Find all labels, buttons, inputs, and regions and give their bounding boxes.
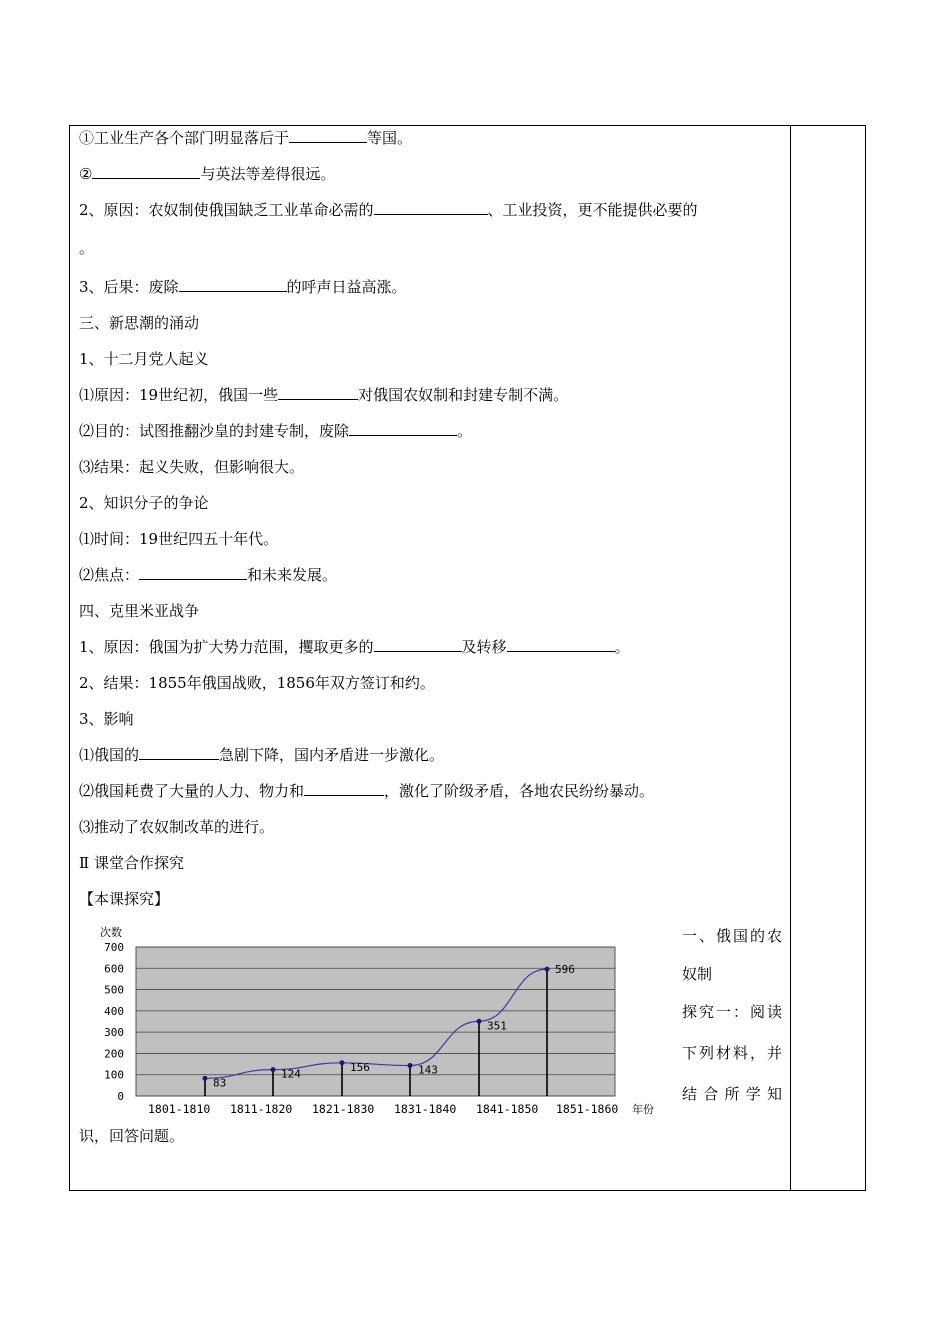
fill-in-blank[interactable]	[139, 565, 247, 580]
text-line	[79, 709, 134, 729]
line-text: Ⅱ 课堂合作探究	[79, 854, 184, 872]
x-axis-label: 年份	[632, 1103, 654, 1116]
text-line	[79, 745, 444, 765]
line-text: 对俄国农奴制和封建专制不满。	[358, 386, 569, 404]
fill-in-blank[interactable]	[139, 745, 219, 760]
side-text-4: 下列材料，并	[682, 1044, 782, 1062]
data-point	[545, 967, 550, 972]
data-point	[203, 1076, 208, 1081]
text-line	[79, 853, 184, 873]
x-tick-label: 1851-1860	[556, 1102, 619, 1116]
text-line	[79, 529, 278, 549]
line-text: 3、后果：废除	[79, 278, 179, 296]
line-text: ⑵目的：试图推翻沙皇的封建专制，废除	[79, 422, 350, 440]
line-text: 、工业投资，更不能提供必要的	[487, 201, 698, 219]
data-point	[477, 1019, 482, 1024]
text-line	[79, 565, 337, 585]
line-text: 三、新思潮的涌动	[79, 314, 200, 332]
line-text: 等国。	[367, 129, 413, 147]
footer-text: 识，回答问题。	[79, 1127, 185, 1145]
y-tick-label: 700	[104, 941, 124, 954]
y-tick-label: 100	[104, 1068, 124, 1082]
x-tick-label: 1811-1820	[230, 1102, 293, 1116]
x-tick-label: 1831-1840	[394, 1102, 457, 1116]
text-line	[79, 349, 209, 369]
y-tick-label: 300	[104, 1026, 124, 1040]
text-line	[79, 313, 199, 333]
text-line	[79, 889, 169, 909]
line-text: ①工业生产各个部门明显落后于	[79, 129, 290, 147]
text-line	[79, 493, 209, 513]
data-label: 83	[213, 1076, 227, 1090]
line-text: 急剧下降，国内矛盾进一步激化。	[219, 746, 445, 764]
text-line	[79, 277, 407, 297]
line-text: 四、克里米亚战争	[79, 602, 200, 620]
line-text: 的呼声日益高涨。	[286, 278, 407, 296]
side-text-5: 结合所学知	[682, 1085, 782, 1103]
line-text: ⑶推动了农奴制改革的进行。	[79, 818, 275, 836]
text-line	[79, 601, 199, 621]
text-line	[79, 385, 568, 405]
text-line	[79, 673, 435, 693]
line-text: ⑴俄国的	[79, 746, 140, 764]
fill-in-blank[interactable]	[374, 637, 462, 652]
line-text: ⑵焦点：	[79, 566, 140, 584]
fill-in-blank[interactable]	[349, 421, 457, 436]
line-text: ⑴时间：19世纪四五十年代。	[79, 530, 279, 548]
line-text: 和未来发展。	[247, 566, 338, 584]
text-line	[79, 637, 630, 657]
data-point	[408, 1063, 413, 1068]
fill-in-blank[interactable]	[278, 385, 358, 400]
x-tick-label: 1841-1850	[476, 1102, 539, 1116]
y-axis-label: 次数	[100, 926, 122, 939]
fill-in-blank[interactable]	[304, 781, 384, 796]
data-point	[340, 1060, 345, 1065]
line-text: ⑴原因：19世纪初，俄国一些	[79, 386, 279, 404]
x-tick-label: 1801-1810	[148, 1102, 211, 1116]
y-tick-label: 500	[104, 983, 124, 997]
line-text: 与英法等差得很远。	[200, 165, 336, 183]
text-line	[79, 128, 412, 148]
peasant-uprising-chart	[90, 922, 675, 1117]
data-label: 351	[487, 1019, 507, 1033]
line-text: ②	[79, 165, 93, 183]
fill-in-blank[interactable]	[374, 200, 488, 215]
fill-in-blank[interactable]	[92, 164, 200, 179]
line-text: 2、原因：农奴制使俄国缺乏工业革命必需的	[79, 201, 374, 219]
line-text: 。	[457, 422, 473, 440]
line-text: ⑶结果：起义失败，但影响很大。	[79, 458, 305, 476]
side-text-1: 一、俄国的农	[682, 927, 782, 945]
line-text: 【本课探究】	[79, 890, 170, 908]
x-tick-label: 1821-1830	[312, 1102, 375, 1116]
line-text: 2、知识分子的争论	[79, 494, 209, 512]
data-label: 143	[418, 1063, 438, 1077]
text-line	[79, 238, 94, 258]
line-text: 及转移	[461, 638, 507, 656]
text-line	[79, 817, 274, 837]
data-point	[271, 1067, 276, 1072]
table-column-divider	[790, 125, 791, 1191]
fill-in-blank[interactable]	[289, 128, 367, 143]
data-label: 156	[350, 1060, 370, 1074]
y-tick-label: 200	[104, 1047, 124, 1061]
text-line	[79, 421, 472, 441]
side-text-3: 探究一：阅读	[682, 1003, 782, 1021]
line-text: 。	[614, 638, 630, 656]
line-text: 2、结果：1855年俄国战败，1856年双方签订和约。	[79, 674, 435, 692]
text-line	[79, 164, 335, 184]
data-label: 596	[555, 963, 575, 977]
line-text: 。	[79, 239, 95, 257]
fill-in-blank[interactable]	[507, 637, 615, 652]
side-text-2: 奴制	[682, 965, 713, 983]
line-text: 1、原因：俄国为扩大势力范围，攫取更多的	[79, 638, 374, 656]
line-text: ，激化了阶级矛盾，各地农民纷纷暴动。	[384, 782, 655, 800]
line-text: 3、影响	[79, 710, 134, 728]
y-tick-label: 400	[104, 1004, 124, 1018]
text-line	[79, 781, 654, 801]
line-text: 1、十二月党人起义	[79, 350, 209, 368]
fill-in-blank[interactable]	[179, 277, 287, 292]
text-line	[79, 200, 698, 220]
y-tick-label: 600	[104, 962, 124, 976]
text-line	[79, 457, 304, 477]
y-tick-label: 0	[117, 1090, 124, 1103]
line-text: ⑵俄国耗费了大量的人力、物力和	[79, 782, 305, 800]
data-label: 124	[281, 1067, 301, 1081]
